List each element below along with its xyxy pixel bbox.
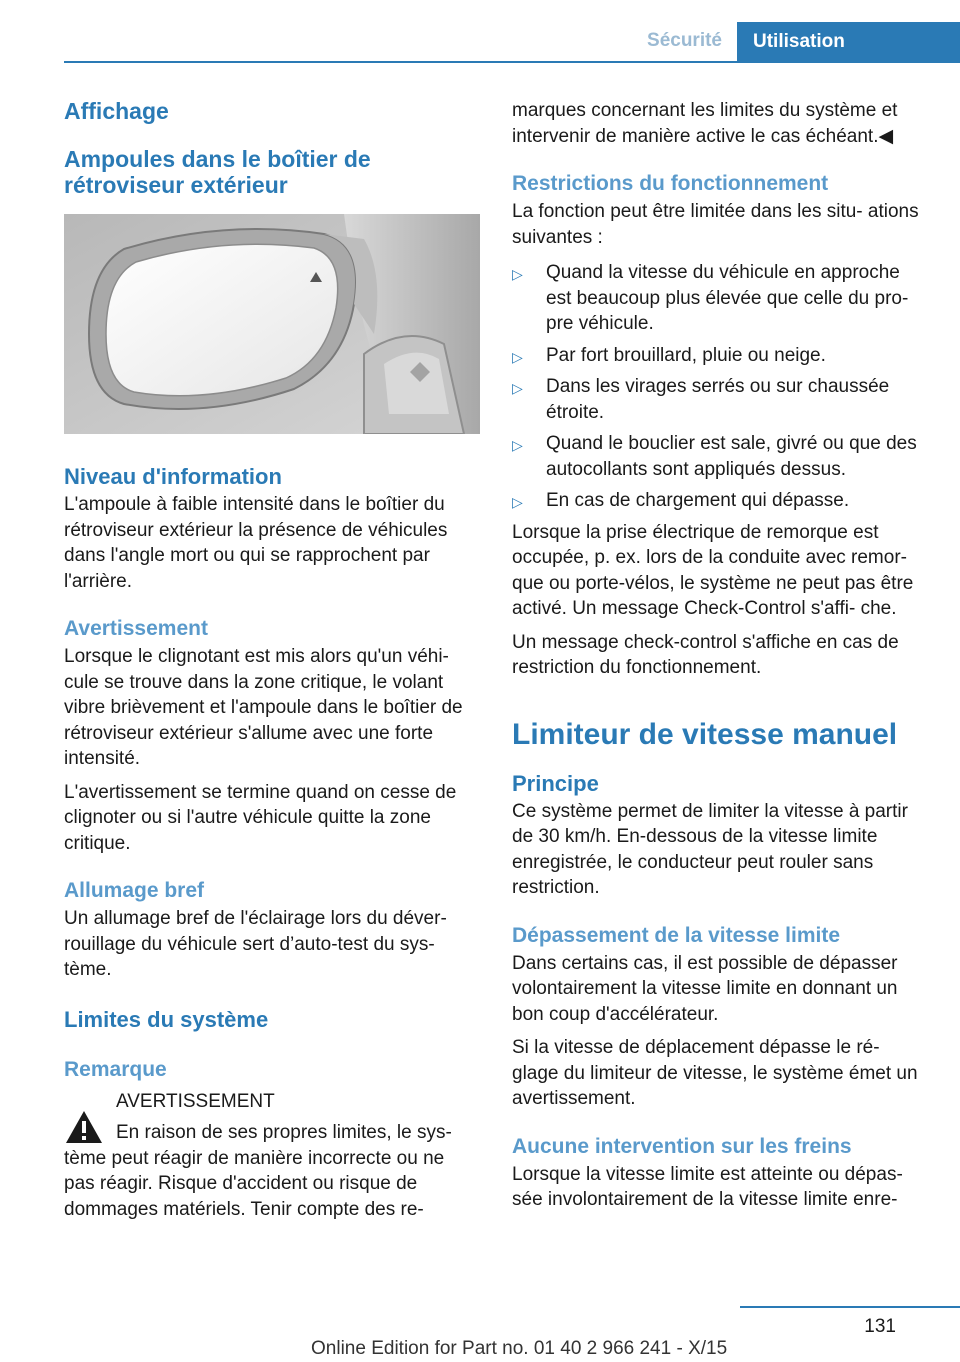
heading-avertissement: Avertissement — [64, 617, 208, 640]
list-item: ▷ Quand le bouclier est sale, givré ou que des autocollants sont appliqués dessus. — [512, 433, 917, 480]
paragraph-aucune-intervention: Lorsque la vitesse limite est atteinte ou dépas‐ sée involontairement de la vitesse limite enre‐ — [512, 1163, 903, 1210]
right-column — [512, 98, 930, 1213]
list-item: ▷ En cas de chargement qui dépasse. — [512, 488, 930, 514]
section-tab-utilisation[interactable]: Utilisation — [737, 22, 960, 63]
header-rule — [64, 61, 960, 63]
heading-aucune-intervention: Aucune intervention sur les freins — [512, 1134, 852, 1158]
restrictions-list — [512, 260, 930, 514]
heading-principe: Principe — [512, 770, 599, 796]
left-column — [64, 98, 480, 1222]
warning-title: AVERTISSEMENT — [116, 1090, 275, 1112]
paragraph-allumage-bref: Un allumage bref de l'éclairage lors du déver‐ rouillage du véhicule sert d’auto-test du sys‐ tème. — [64, 908, 447, 980]
footer-edition-text: Online Edition for Part no. 01 40 2 966 241 - X/15 — [311, 1338, 728, 1359]
heading-ampoules: Ampoules dans le boîtier de rétroviseur extérieur — [64, 146, 371, 198]
heading-affichage: Affichage — [64, 98, 169, 124]
page-number: 131 — [864, 1316, 896, 1337]
heading-allumage-bref: Allumage bref — [64, 879, 205, 902]
bullet-icon: ▷ — [512, 348, 523, 365]
heading-niveau-information: Niveau d'information — [64, 464, 282, 489]
paragraph-depassement-1: Dans certains cas, il est possible de dépasser volontairement la vitesse limite en donnant un bon coup d'accélérateur. — [512, 952, 898, 1025]
warning-triangle-icon — [64, 1109, 104, 1145]
heading-depassement: Dépassement de la vitesse limite — [512, 923, 840, 947]
paragraph-prise-remorque: Lorsque la prise électrique de remorque est occupée, p. ex. lors de la conduite avec remor‐ que ou porte-vélos, le système ne peut pas être activé. Un message Check-Control s'affi‐ che. — [512, 521, 914, 619]
heading-remarque: Remarque — [64, 1057, 167, 1081]
paragraph-principe: Ce système permet de limiter la vitesse à partir de 30 km/h. En-dessous de la vitesse limite enregistrée, le conducteur peut rouler sans restriction. — [512, 800, 908, 898]
bullet-icon: ▷ — [512, 494, 523, 510]
bullet-icon: ▷ — [512, 437, 523, 453]
heading-restrictions: Restrictions du fonctionnement — [512, 172, 829, 195]
warning-text: tème peut réagir de manière incorrecte ou ne pas réagir. Risque d'accident ou risque de dommages matériels. Tenir compte des re‐ — [64, 1147, 445, 1220]
list-item: ▷ Quand la vitesse du véhicule en approche est beaucoup plus élevée que celle du pro‐ pre véhicule. — [512, 262, 909, 334]
list-item: ▷ Dans les virages serrés ou sur chaussée étroite. — [512, 376, 890, 423]
footer-rule — [740, 1306, 960, 1308]
mirror-figure — [64, 214, 480, 434]
paragraph-niveau-information: L'ampoule à faible intensité dans le boîtier du rétroviseur extérieur la présence de véhicules dans l'angle mort ou qui se rapprochent par l'arrière. — [64, 494, 448, 592]
list-item: ▷ Par fort brouillard, pluie ou neige. — [512, 343, 930, 369]
bullet-icon: ▷ — [512, 266, 523, 282]
heading-limites-systeme: Limites du système — [64, 1006, 269, 1032]
bullet-icon: ▷ — [512, 380, 523, 396]
warning-first-line: En raison de ses propres limites, le sys‐ — [116, 1122, 452, 1143]
paragraph-continuation: marques concernant les limites du système et intervenir de manière active le cas échéant.◀ — [512, 100, 898, 147]
mirror-illustration — [64, 214, 480, 434]
paragraph-message-check-control: Un message check-control s'affiche en cas de restriction du fonctionnement. — [512, 631, 899, 678]
paragraph-depassement-2: Si la vitesse de déplacement dépasse le ré‐ glage du limiteur de vitesse, le système émet un avertissement. — [512, 1037, 918, 1109]
paragraph-restrictions-intro: La fonction peut être limitée dans les situ‐ ations suivantes : — [512, 201, 919, 248]
paragraph-avertissement-1: Lorsque le clignotant est mis alors qu'un véhi‐ cule se trouve dans la zone critique, le volant vibre brièvement et l'ampoule dans le boîtier de rétroviseur extérieur s'allume avec une forte intensité. — [64, 646, 463, 769]
paragraph-avertissement-2: L'avertissement se termine quand on cesse de clignoter ou si l'autre véhicule quitte la zone critique. — [64, 781, 457, 854]
section-tab-securite[interactable]: Sécurité — [647, 30, 722, 51]
page-header — [0, 0, 960, 64]
heading-limiteur-vitesse: Limiteur de vitesse manuel — [512, 717, 898, 751]
warning-block — [64, 1089, 480, 1146]
